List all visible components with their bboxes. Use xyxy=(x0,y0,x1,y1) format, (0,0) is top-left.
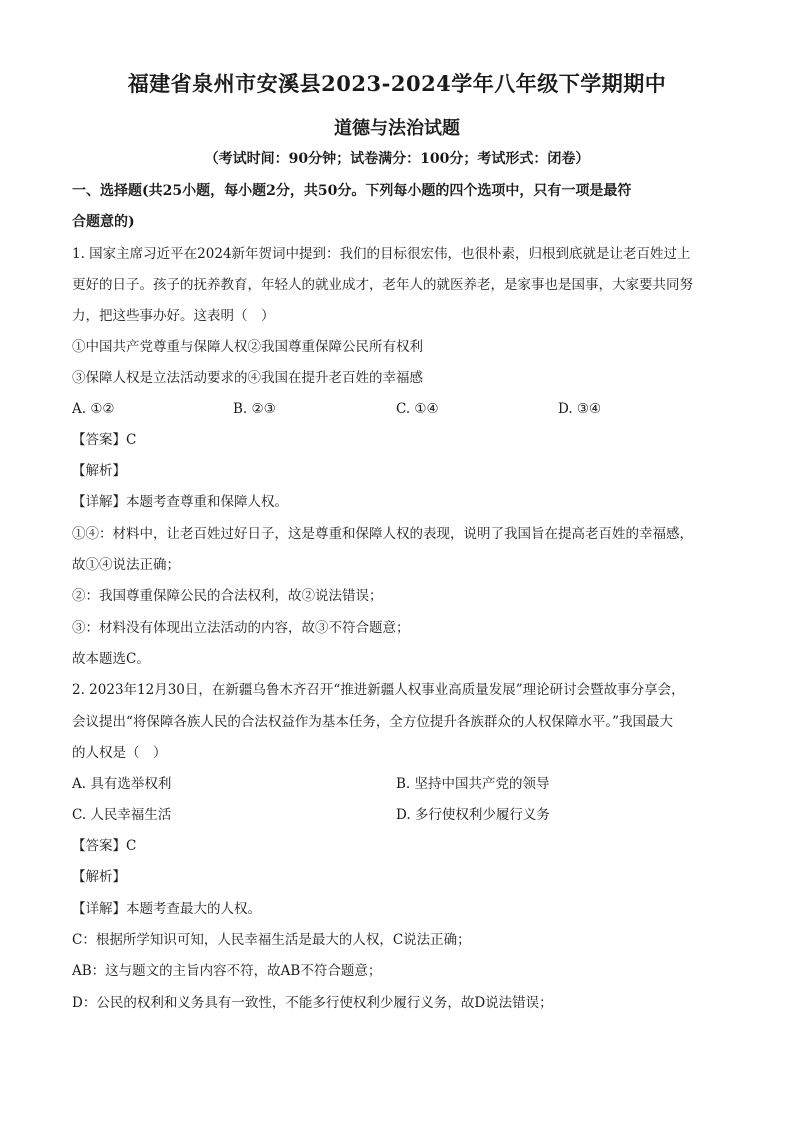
q1-explanation: 故①④说法正确； xyxy=(72,557,180,573)
page-title: 福建省泉州市安溪县2023-2024学年八年级下学期期中 xyxy=(127,71,667,96)
exam-info: （考试时间：90分钟；试卷满分：100分；考试形式：闭卷） xyxy=(204,151,590,167)
q1-stem-line: 力，把这些事办好。这表明（ ） xyxy=(72,308,275,324)
q1-conclusion: 故本题选C。 xyxy=(72,651,150,667)
q1-statement: ③保障人权是立法活动要求的④我国在提升老百姓的幸福感 xyxy=(72,370,423,386)
q1-detail: 【详解】本题考查尊重和保障人权。 xyxy=(72,494,288,510)
q2-analysis-label: 【解析】 xyxy=(72,869,126,885)
section-heading: 一、选择题(共25小题，每小题2分，共50分。下列每小题的四个选项中，只有一项是最符 xyxy=(72,183,632,199)
q1-option-b: B. ②③ xyxy=(233,401,276,417)
q1-option-d: D. ③④ xyxy=(558,401,602,417)
q2-option-a: A. 具有选举权利 xyxy=(72,776,172,792)
q2-stem-line: 的人权是（ ） xyxy=(72,745,167,761)
q1-explanation: ①④：材料中，让老百姓过好日子，这是尊重和保障人权的表现，说明了我国旨在提高老百姓的幸福感， xyxy=(72,526,693,542)
q2-stem-line: 会议提出“将保障各族人民的合法权益作为基本任务，全方位提升各族群众的人权保障水平。”我国最大 xyxy=(72,714,674,730)
q1-option-c: C. ①④ xyxy=(396,401,439,417)
q2-explanation: C：根据所学知识可知，人民幸福生活是最大的人权，C说法正确； xyxy=(72,932,471,948)
q2-option-b: B. 坚持中国共产党的领导 xyxy=(396,776,550,792)
section-heading-cont: 合题意的) xyxy=(72,214,135,230)
q1-stem-line: 更好的日子。孩子的抚养教育，年轻人的就业成才，老年人的就医养老，是家事也是国事，大家要共同努 xyxy=(72,277,693,293)
page-subtitle: 道德与法治试题 xyxy=(334,118,460,139)
q2-answer: 【答案】C xyxy=(72,838,137,854)
q2-option-c: C. 人民幸福生活 xyxy=(72,807,172,823)
q1-statement: ①中国共产党尊重与保障人权②我国尊重保障公民所有权利 xyxy=(72,339,423,355)
q2-explanation: D：公民的权利和义务具有一致性，不能多行使权利少履行义务，故D说法错误； xyxy=(72,995,553,1011)
q2-option-d: D. 多行使权利少履行义务 xyxy=(396,807,550,823)
q2-stem-line: 2. 2023年12月30日，在新疆乌鲁木齐召开“推进新疆人权事业高质量发展”理论研讨会暨故事分享会， xyxy=(72,682,685,698)
q1-analysis-label: 【解析】 xyxy=(72,463,126,479)
q1-explanation: ②：我国尊重保障公民的合法权利，故②说法错误； xyxy=(72,588,383,604)
q2-detail: 【详解】本题考查最大的人权。 xyxy=(72,901,261,917)
q2-explanation: AB：这与题文的主旨内容不符，故AB不符合题意； xyxy=(72,963,382,979)
q1-explanation: ③：材料没有体现出立法活动的内容，故③不符合题意； xyxy=(72,620,410,636)
q1-option-a: A. ①② xyxy=(72,401,115,417)
q1-answer: 【答案】C xyxy=(72,432,137,448)
q1-stem-line: 1. 国家主席习近平在2024新年贺词中提到：我们的目标很宏伟，也很朴素，归根到底就是让老百姓过上 xyxy=(72,246,691,262)
